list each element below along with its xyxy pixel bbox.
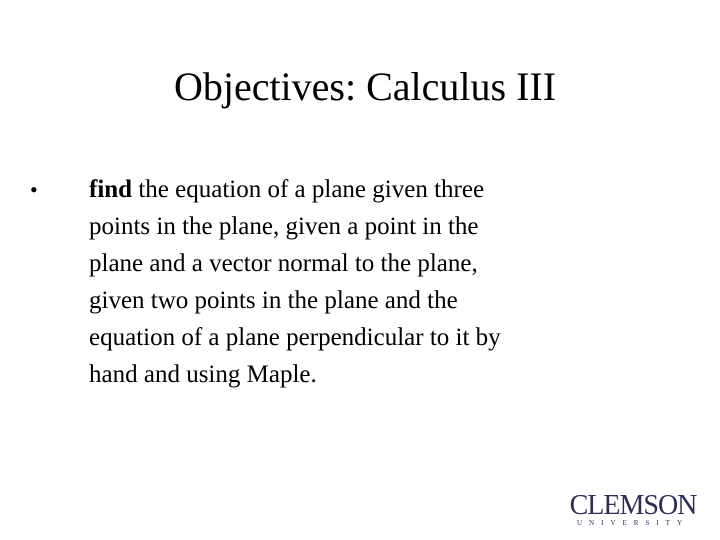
bullet-line-5: equation of a plane perpendicular to it by [89, 324, 501, 351]
logo-wordmark: CLEMSON [569, 490, 697, 521]
bullet-line-4: given two points in the plane and the [89, 287, 458, 314]
clemson-logo [566, 492, 700, 528]
bullet-icon: • [30, 177, 38, 202]
bullet-line-6: hand and using Maple. [89, 361, 317, 388]
bullet-emphasis: find [89, 176, 133, 203]
bullet-line-2: points in the plane, given a point in the [89, 213, 479, 240]
logo-subtitle: UNIVERSITY [577, 519, 689, 527]
slide-title: Objectives: Calculus III [173, 64, 557, 109]
bullet-line-1 [89, 171, 670, 208]
bullet-line-1-text: the equation of a plane given three [132, 176, 485, 203]
bullet-item [30, 171, 670, 393]
bullet-line-3: plane and a vector normal to the plane, [89, 250, 478, 277]
bullet-list [30, 171, 670, 393]
